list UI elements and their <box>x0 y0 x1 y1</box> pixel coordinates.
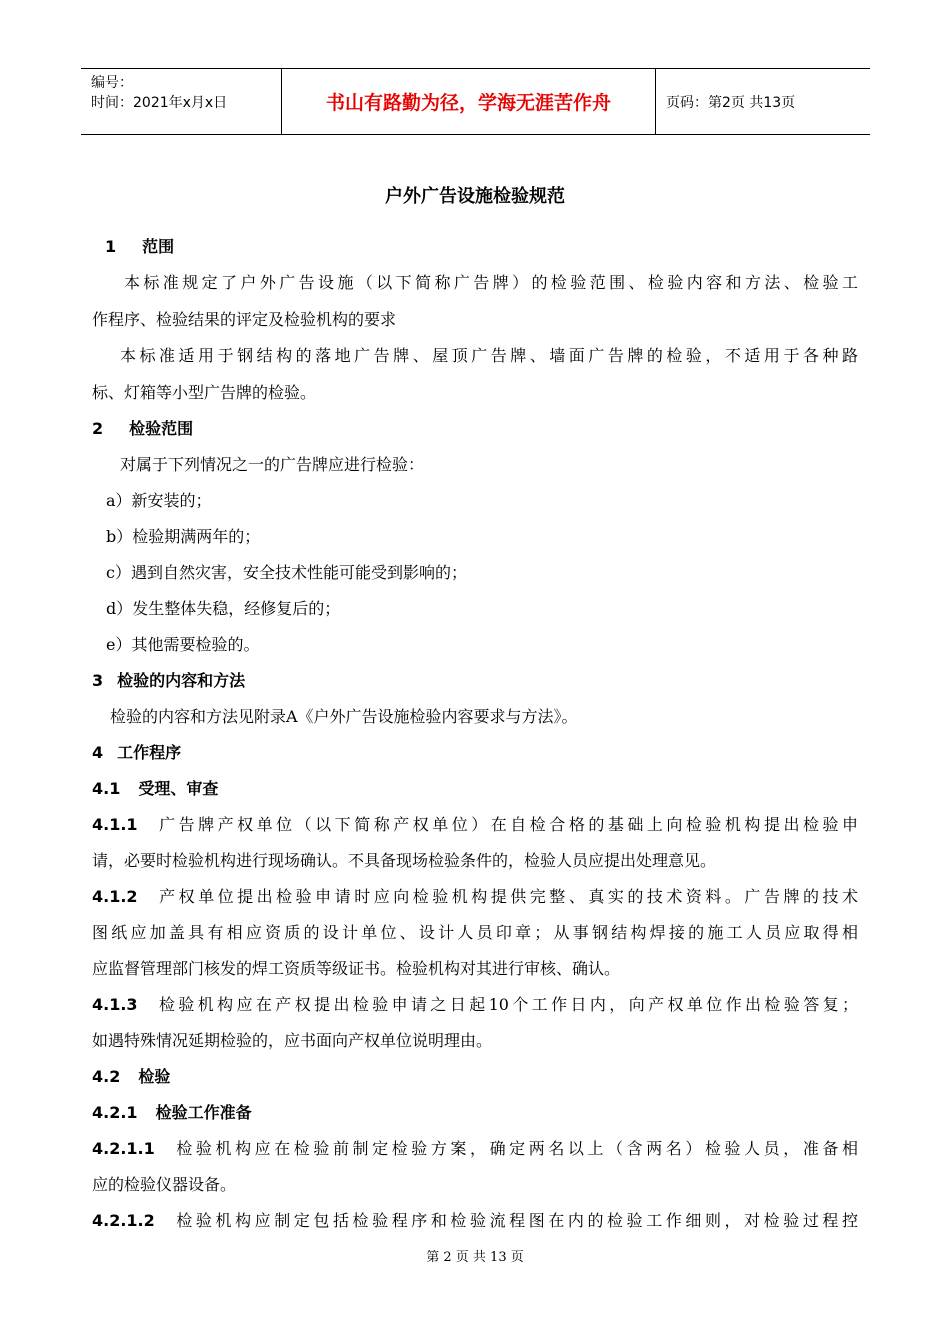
header-motto: 书山有路勤为径，学海无涯苦作舟 <box>282 69 656 134</box>
section-number: 4.2.1 <box>92 1103 138 1122</box>
section-number: 3 <box>92 671 104 690</box>
list-item <box>106 632 260 655</box>
clause-text: 检验机构应在产权提出检验申请之日起10个工作日内，向产权单位作出检验答复； <box>155 995 858 1014</box>
clause-number: 4.1.2 <box>92 887 138 906</box>
section-number: 2 <box>92 419 104 438</box>
list-text: 检验期满两年的； <box>132 527 261 546</box>
number-label: 编号： <box>91 75 133 91</box>
document-title: 户外广告设施检验规范 <box>385 186 565 207</box>
time-label: 时间：2021年x月x日 <box>91 95 228 111</box>
subsection-heading-4-1 <box>92 776 218 799</box>
paragraph-line: 标、灯箱等小型广告牌的检验。 <box>92 383 317 402</box>
subsection-heading-4-2 <box>92 1064 170 1087</box>
clause-number: 4.2.1.2 <box>92 1211 155 1230</box>
clause-4-2-1-2 <box>92 1208 858 1231</box>
header-table <box>81 68 870 135</box>
clause-number: 4.1.3 <box>92 995 138 1014</box>
clause-4-2-1-1 <box>92 1136 858 1159</box>
page-footer: 第 2 页 共 13 页 <box>426 1250 524 1265</box>
section-number: 4.1 <box>92 779 121 798</box>
paragraph-line: 如遇特殊情况延期检验的，应书面向产权单位说明理由。 <box>92 1031 493 1050</box>
section-heading-3 <box>92 668 245 691</box>
section-heading-1 <box>105 234 174 257</box>
list-marker: a） <box>106 491 132 510</box>
paragraph-line: 应监督管理部门核发的焊工资质等级证书。检验机构对其进行审核、确认。 <box>92 959 621 978</box>
paragraph-line: 本标准规定了户外广告设施（以下简称广告牌）的检验范围、检验内容和方法、检验工 <box>124 273 858 292</box>
clause-4-1-2 <box>92 884 858 907</box>
paragraph-line: 本标准适用于钢结构的落地广告牌、屋顶广告牌、墙面广告牌的检验，不适用于各种路 <box>120 346 858 365</box>
clause-4-1-3 <box>92 992 858 1015</box>
list-marker: c） <box>106 563 131 582</box>
list-marker: b） <box>106 527 133 546</box>
list-item <box>106 488 212 511</box>
clause-text: 检验机构应在检验前制定检验方案，确定两名以上（含两名）检验人员，准备相 <box>172 1139 858 1158</box>
list-item <box>106 524 260 547</box>
section-heading-2 <box>92 416 193 439</box>
list-marker: e） <box>106 635 132 654</box>
section-title: 检验范围 <box>129 419 194 438</box>
list-item <box>106 596 340 619</box>
section-title: 检验的内容和方法 <box>117 671 246 690</box>
section-heading-4 <box>92 740 181 763</box>
clause-text: 广告牌产权单位（以下简称产权单位）在自检合格的基础上向检验机构提出检验申 <box>155 815 858 834</box>
section-title: 工作程序 <box>117 743 182 762</box>
paragraph-line: 对属于下列情况之一的广告牌应进行检验： <box>120 455 425 474</box>
list-marker: d） <box>106 599 133 618</box>
section-title: 受理、审查 <box>138 779 219 798</box>
section-number: 4.2 <box>92 1067 121 1086</box>
list-text: 新安装的； <box>131 491 212 510</box>
section-number: 4 <box>92 743 104 762</box>
paragraph-line: 应的检验仪器设备。 <box>92 1175 237 1194</box>
paragraph-line: 图纸应加盖具有相应资质的设计单位、设计人员印章；从事钢结构焊接的施工人员应取得相 <box>92 923 858 942</box>
section-title: 范围 <box>142 237 175 256</box>
paragraph-line: 检验的内容和方法见附录A《户外广告设施检验内容要求与方法》。 <box>110 707 578 726</box>
header-page-info: 页码：第2页 共13页 <box>666 94 796 111</box>
paragraph-line: 作程序、检验结果的评定及检验机构的要求 <box>92 310 397 329</box>
clause-text: 产权单位提出检验申请时应向检验机构提供完整、真实的技术资料。广告牌的技术 <box>155 887 858 906</box>
section-number: 1 <box>105 237 117 256</box>
list-item <box>106 560 467 583</box>
clause-number: 4.2.1.1 <box>92 1139 155 1158</box>
clause-text: 检验机构应制定包括检验程序和检验流程图在内的检验工作细则，对检验过程控 <box>172 1211 858 1230</box>
subsection-heading-4-2-1 <box>92 1100 252 1123</box>
clause-number: 4.1.1 <box>92 815 138 834</box>
header-meta-cell <box>81 69 282 134</box>
section-title: 检验 <box>138 1067 171 1086</box>
list-text: 发生整体失稳，经修复后的； <box>132 599 341 618</box>
section-title: 检验工作准备 <box>155 1103 252 1122</box>
paragraph-line: 请，必要时检验机构进行现场确认。不具备现场检验条件的，检验人员应提出处理意见。 <box>92 851 717 870</box>
list-text: 其他需要检验的。 <box>131 635 260 654</box>
list-text: 遇到自然灾害，安全技术性能可能受到影响的； <box>130 563 467 582</box>
clause-4-1-1 <box>92 812 858 835</box>
